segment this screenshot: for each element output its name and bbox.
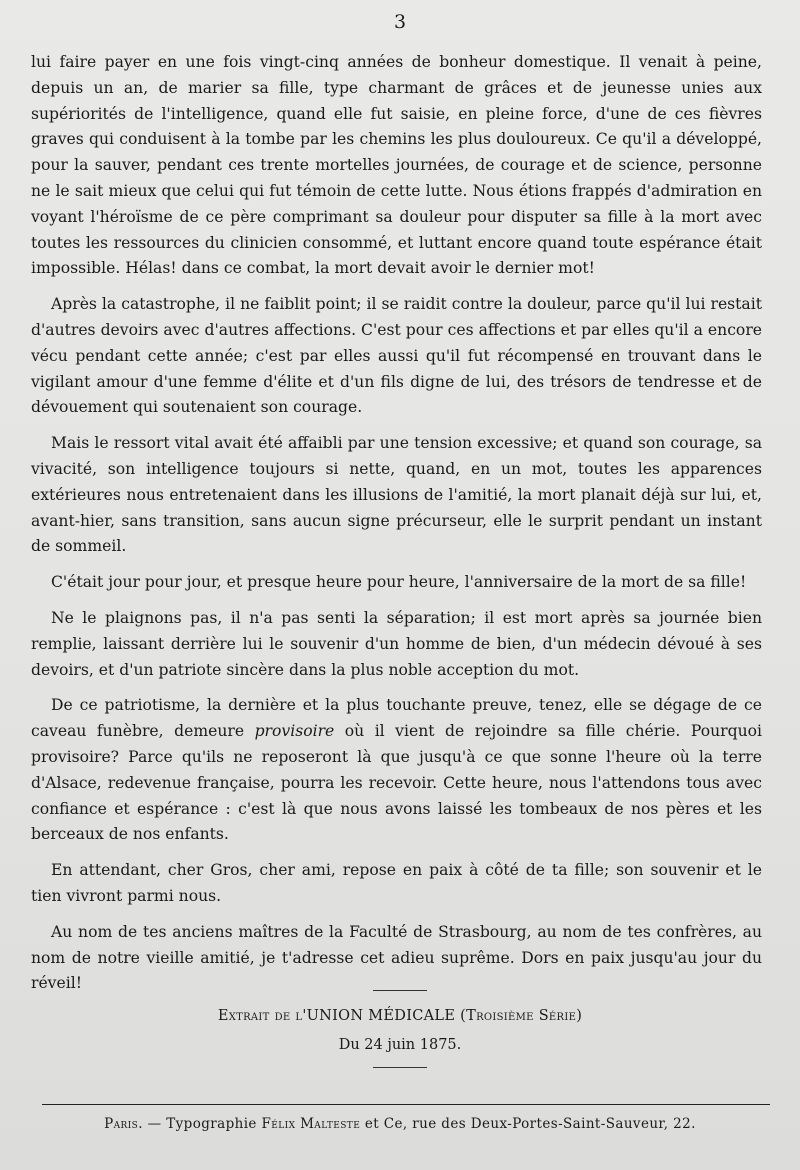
paragraph-6-part-2: où il vient de rejoindre sa fille chérie. Pourquoi provisoire? Parce qu'ils ne reposeront là que jusqu'à ce que sonne l'heure où la terre d'Alsace, redevenue française, pourra les recevoir. Cette heure, nous l'attendons tous avec confiance et espérance : c'est là que nous avons laissé les tombeaux de nos pères et les berceaux de nos enfants.: [31, 722, 763, 844]
footer-rule: [42, 1104, 770, 1105]
separator-rule-top: [373, 990, 427, 991]
publication-date: Du 24 juin 1875.: [338, 1037, 462, 1053]
paragraph-6-part-1: De ce patriotisme, la dernière et la plus touchante preuve, tenez, elle se dégage de ce caveau funèbre, demeure: [31, 696, 762, 741]
paragraph-2: Après la catastrophe, il ne faiblit point; il se raidit contre la douleur, parce qu'il lui restait d'autres devoirs avec d'autres affections. C'est pour ces affections et par elles qu'il a encore vécu pendant cette année; c'est par elles aussi qu'il fut récompensé en trouvant dans le vigilant amour d'une femme d'élite et d'un fils digne de lui, des trésors de tendresse et de dévouement qui soutenaient son courage.: [31, 295, 762, 417]
extract-series: (Troisième Série): [460, 1008, 583, 1024]
paragraph-4: C'était jour pour jour, et presque heure pour heure, l'anniversaire de la mort de sa fille!: [51, 573, 747, 592]
printer-name: Félix Malteste: [261, 1116, 361, 1132]
separator-rule-bottom: [373, 1067, 427, 1068]
paragraph-5: Ne le plaignons pas, il n'a pas senti la séparation; il est mort après sa journée bien remplie, laissant derrière lui le souvenir d'un homme de bien, d'un médecin dévoué à ses devoirs, et d'un patriote sincère dans la plus noble acception du mot.: [31, 608, 762, 679]
body-text: [31, 50, 762, 1007]
page-number: 3: [393, 11, 407, 33]
paragraph-7: En attendant, cher Gros, cher ami, repose en paix à côté de ta fille; son souvenir et le tien vivront parmi nous.: [31, 861, 762, 905]
extract-prefix: Extrait de l': [217, 1008, 307, 1024]
printer-city: Paris.: [104, 1116, 143, 1132]
printer-dash: —: [142, 1116, 167, 1132]
paragraph-6-italic: provisoire: [254, 722, 335, 741]
extract-line: [0, 1004, 800, 1028]
paragraph-3: Mais le ressort vital avait été affaibli par une tension excessive; et quand son courage, sa vivacité, son intelligence toujours si nette, quand, en un mot, toutes les apparences extérieures nous entretenaient dans les illusions de l'amitié, la mort planait déjà sur lui, et, avant-hier, sans transition, sans aucun signe précurseur, elle le surprit pendant un instant de sommeil.: [31, 434, 762, 556]
paragraph-8: Au nom de tes anciens maîtres de la Faculté de Strasbourg, au nom de tes confrères, au nom de notre vieille amitié, je t'adresse cet adieu suprême. Dors en paix jusqu'au jour du réveil!: [31, 922, 762, 993]
extract-journal: UNION MÉDICALE: [306, 1008, 456, 1024]
paragraph-1: lui faire payer en une fois vingt-cinq années de bonheur domestique. Il venait à peine, depuis un an, de marier sa fille, type charmant de grâces et de jeunesse unies aux supériorités de l'intelligence, quand elle fut saisie, en pleine force, d'une de ces fièvres graves qui conduisent à la tombe par les chemins les plus douloureux. Ce qu'il a développé, pour la sauver, pendant ces trente mortelles journées, de courage et de science, personne ne le sait mieux que celui qui fut témoin de cette lutte. Nous étions frappés d'admiration en voyant l'héroïsme de ce père comprimant sa douleur pour disputer sa fille à la mort avec toutes les ressources du clinicien consommé, et luttant encore quand toute espérance était impossible. Hélas! dans ce combat, la mort devait avoir le dernier mot!: [31, 53, 762, 278]
printer-typo: Typographie: [166, 1116, 257, 1132]
printer-address: et Ce, rue des Deux-Portes-Saint-Sauveur, 22.: [364, 1116, 696, 1132]
printer-imprint: [0, 1113, 800, 1135]
paragraph-6: [31, 693, 762, 848]
